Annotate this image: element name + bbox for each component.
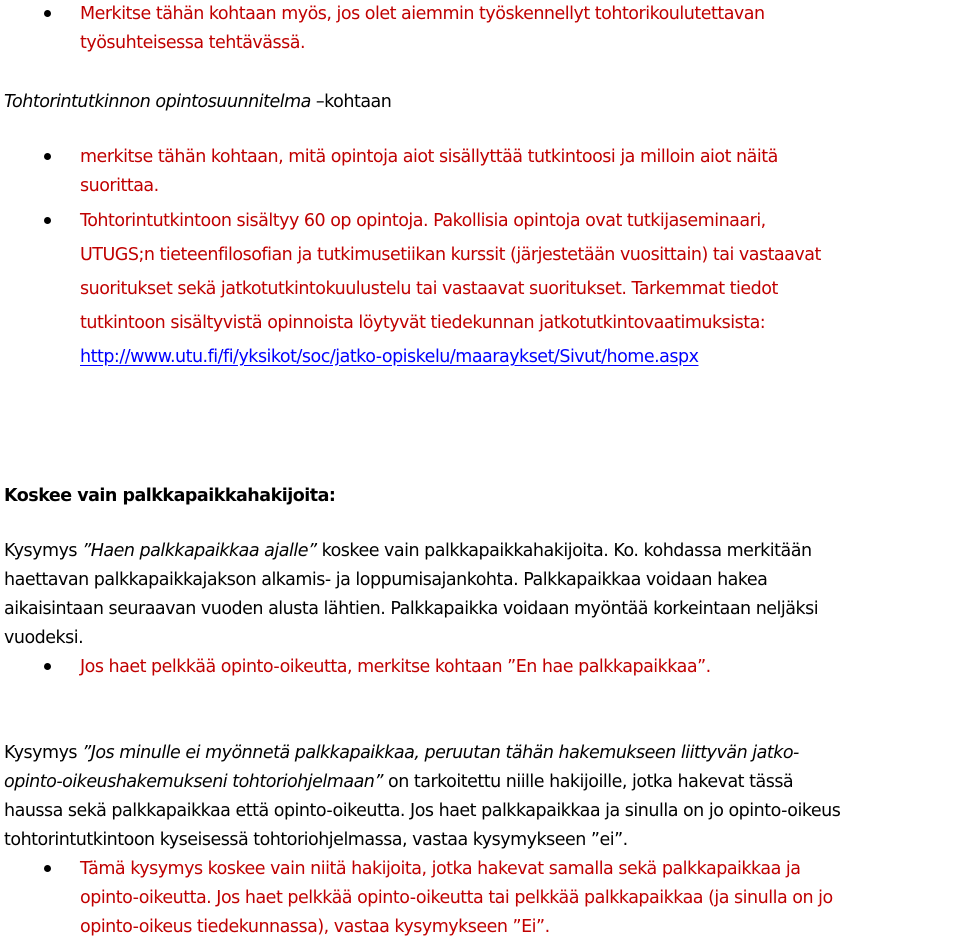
credits-line: UTUGS;n tieteenfilosofian ja tutkimusetiikan kurssit (järjestetään vuosittain) tai vastaavat: [80, 245, 821, 265]
question-italic: ”Jos minulle ei myönnetä palkkapaikkaa, peruutan tähän hakemukseen liittyvän jatko-: [82, 743, 799, 763]
requirements-link[interactable]: http://www.utu.fi/fi/yksikot/soc/jatko-opiskelu/maaraykset/Sivut/home.aspx: [80, 347, 699, 367]
bullet-icon: [44, 663, 51, 670]
paragraph-line: tohtorintutkintoon kyseisessä tohtoriohjelmassa, vastaa kysymykseen ”ei”.: [4, 830, 628, 850]
paragraph-line: vuodeksi.: [4, 628, 84, 648]
study-plan-instruction-line: merkitse tähän kohtaan, mitä opintoja aiot sisällyttää tutkintoosi ja milloin aiot näitä: [80, 147, 778, 167]
study-plan-instruction-line: suorittaa.: [80, 176, 159, 196]
section-heading-salaried-position: Koskee vain palkkapaikkahakijoita:: [4, 486, 336, 506]
credits-line: tutkintoon sisältyvistä opinnoista löytyvät tiedekunnan jatkotutkintovaatimuksista:: [80, 313, 766, 333]
note-line: opinto-oikeutta. Jos haet pelkkää opinto-oikeutta tai pelkkää palkkapaikkaa (ja sinulla on jo: [80, 888, 833, 908]
bullet-icon: [44, 10, 51, 17]
note-line: opinto-oikeus tiedekunnassa), vastaa kysymykseen ”Ei”.: [80, 917, 550, 937]
heading-rest: –kohtaan: [310, 92, 392, 112]
paragraph-line: [4, 537, 812, 566]
note-line: Tämä kysymys koskee vain niitä hakijoita, jotka hakevat samalla sekä palkkapaikkaa ja: [80, 859, 801, 879]
note-line: Jos haet pelkkää opinto-oikeutta, merkitse kohtaan ”En hae palkkapaikkaa”.: [80, 657, 711, 677]
text-span: Kysymys: [4, 743, 83, 763]
paragraph-line: haettavan palkkapaikkajakson alkamis- ja loppumisajankohta. Palkkapaikkaa voidaan hakea: [4, 570, 768, 590]
credits-line: [80, 207, 766, 236]
credits-more-info-text: Tarkemmat tiedot: [626, 279, 778, 299]
note-line: Merkitse tähän kohtaan myös, jos olet aiemmin työskennellyt tohtorikoulutettavan: [80, 4, 765, 24]
heading-italic: Tohtorintutkinnon opintosuunnitelma: [4, 92, 311, 112]
requirements-link-line: [80, 343, 699, 372]
question-italic: opinto-oikeushakemukseni tohtoriohjelmaan”: [4, 772, 383, 792]
paragraph-line: [4, 768, 793, 797]
text-span: koskee vain palkkapaikkahakijoita. Ko. kohdassa merkitään: [316, 541, 812, 561]
bullet-icon: [44, 865, 51, 872]
paragraph-line: aikaisintaan seuraavan vuoden alusta lähtien. Palkkapaikka voidaan myöntää korkeintaan neljäksi: [4, 599, 819, 619]
bullet-icon: [44, 217, 51, 224]
credits-continued-text: Pakollisia opintoja ovat tutkijaseminaari,: [428, 211, 766, 231]
bullet-icon: [44, 153, 51, 160]
paragraph-line: haussa sekä palkkapaikkaa että opinto-oikeutta. Jos haet palkkapaikkaa ja sinulla on jo opinto-oikeus: [4, 801, 841, 821]
note-line: työsuhteisessa tehtävässä.: [80, 33, 306, 53]
credits-text: suoritukset sekä jatkotutkintokuulustelu tai vastaavat suoritukset.: [80, 279, 627, 299]
credits-line: [80, 275, 778, 304]
question-italic: ”Haen palkkapaikkaa ajalle”: [82, 541, 317, 561]
paragraph-line: [4, 739, 799, 768]
credits-red-text: Tohtorintutkintoon sisältyy 60 op opintoja.: [80, 211, 429, 231]
section-heading-study-plan: [4, 88, 391, 117]
text-span: Kysymys: [4, 541, 83, 561]
text-span: on tarkoitettu niille hakijoille, jotka hakevat tässä: [382, 772, 794, 792]
